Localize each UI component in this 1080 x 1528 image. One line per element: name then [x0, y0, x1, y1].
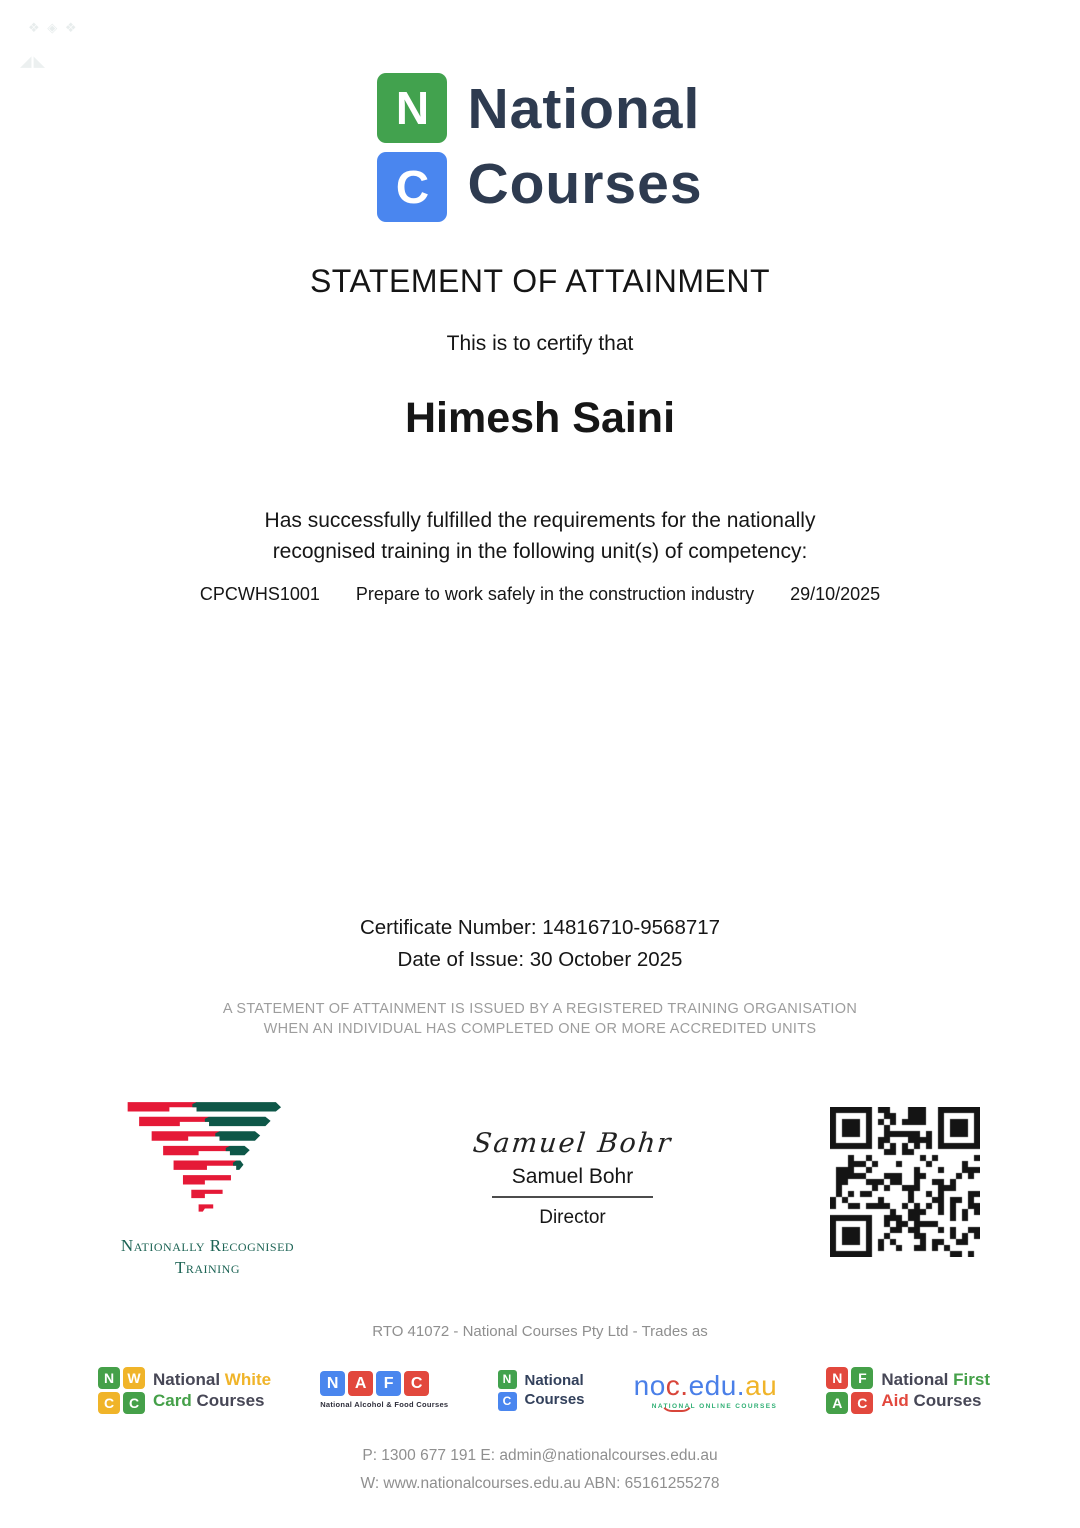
national-white-card-courses-logo: [98, 1367, 271, 1414]
nafc-caption: National Alcohol & Food Courses: [320, 1400, 449, 1409]
nfac-tile-a: A: [826, 1392, 848, 1414]
nwcc-tile-c2: C: [123, 1392, 145, 1414]
noc-part-au: au: [745, 1370, 778, 1401]
signatory-title: Director: [539, 1207, 606, 1228]
logo-wordmark: [467, 72, 702, 222]
nfac-tiles-icon: [826, 1367, 873, 1414]
nwcc-tiles-icon: [98, 1367, 145, 1414]
nfac-word-aid: Aid: [881, 1391, 909, 1410]
watermark-triangle-icon: ◢◣: [20, 53, 48, 70]
watermark-diamonds-icon: ❖ ◈ ❖: [28, 20, 79, 35]
attainment-disclaimer: [0, 999, 1080, 1039]
unit-code: CPCWHS1001: [199, 584, 320, 604]
unit-row: [0, 584, 1080, 605]
qr-code: [830, 1107, 980, 1257]
rto-line: RTO 41072 - National Courses Pty Ltd - Trades as: [372, 1323, 708, 1340]
fulfilled-line-1: Has successfully fulfilled the requirements for the nationally: [264, 509, 816, 532]
logo-c-tile-icon: C: [377, 152, 447, 222]
signatory-name: Samuel Bohr: [492, 1159, 653, 1198]
unit-title: Prepare to work safely in the construction industry: [355, 584, 755, 604]
nafc-tile-f: F: [376, 1371, 401, 1396]
national-courses-logo: [0, 72, 1080, 222]
fulfilled-paragraph: [0, 505, 1080, 567]
noc-smile-icon: [660, 1400, 694, 1412]
nrt-caption-line-2: Training: [174, 1258, 241, 1277]
certificate-number: Certificate Number: 14816710-9568717: [359, 916, 721, 939]
nc-word-national: National: [524, 1372, 584, 1389]
nafc-tile-c: C: [404, 1371, 429, 1396]
nc-tiles-icon: [498, 1370, 517, 1411]
footer-logos-row: [98, 1360, 990, 1420]
nwcc-tile-n: N: [98, 1367, 120, 1389]
nc-word-courses: Courses: [524, 1391, 585, 1408]
logo-word-courses: Courses: [467, 152, 703, 216]
nc-tile-n: N: [498, 1370, 517, 1389]
nfac-tile-c: C: [851, 1392, 873, 1414]
unit-date: 29/10/2025: [790, 584, 881, 604]
nrt-caption-line-1: Nationally Recognised: [120, 1236, 295, 1255]
noc-wordmark: [634, 1370, 778, 1402]
nafc-tile-n: N: [320, 1371, 345, 1396]
noc-part-no: no: [633, 1370, 666, 1401]
date-of-issue: Date of Issue: 30 October 2025: [397, 948, 683, 971]
statement-heading: STATEMENT OF ATTAINMENT: [309, 263, 771, 299]
recipient-name: Himesh Saini: [404, 394, 676, 442]
nwcc-tile-c1: C: [98, 1392, 120, 1414]
nfac-word-courses: Courses: [913, 1391, 982, 1410]
noc-part-edu: edu.: [688, 1370, 746, 1401]
nwcc-word-courses: Courses: [196, 1391, 265, 1410]
contact-line-phone-email: P: 1300 677 191 E: admin@nationalcourses.edu.au: [362, 1447, 718, 1464]
nfac-wordmark: [881, 1369, 990, 1411]
disclaimer-line-1: A STATEMENT OF ATTAINMENT IS ISSUED BY A REGISTERED TRAINING ORGANISATION: [222, 1001, 858, 1017]
nrt-triangle-icon: [118, 1100, 298, 1220]
contact-line-web-abn: W: www.nationalcourses.edu.au ABN: 65161255278: [360, 1475, 720, 1492]
nafc-tile-a: A: [348, 1371, 373, 1396]
national-alcohol-food-courses-logo: [320, 1371, 448, 1409]
nfac-tile-n: N: [826, 1367, 848, 1389]
signature-block: [438, 1128, 708, 1229]
nwcc-tile-w: W: [123, 1367, 145, 1389]
logo-tiles: [377, 73, 447, 222]
logo-n-tile-icon: N: [377, 73, 447, 143]
noc-edu-au-logo: [634, 1370, 778, 1410]
nfac-tile-f: F: [851, 1367, 873, 1389]
nationally-recognised-training-logo: [100, 1100, 315, 1279]
certificate-details: [0, 912, 1080, 976]
nc-wordmark: [525, 1371, 585, 1409]
nwcc-wordmark: [153, 1369, 271, 1411]
nwcc-word-card: Card: [153, 1391, 192, 1410]
nfac-word-national: National: [881, 1370, 949, 1389]
nwcc-word-white: White: [224, 1370, 272, 1389]
nc-tile-c: C: [498, 1392, 517, 1411]
national-courses-small-logo: [498, 1370, 585, 1411]
nwcc-word-national: National: [153, 1370, 221, 1389]
disclaimer-line-2: WHEN AN INDIVIDUAL HAS COMPLETED ONE OR MORE ACCREDITED UNITS: [263, 1021, 817, 1037]
noc-caption: NATIONAL ONLINE COURSES: [651, 1403, 778, 1410]
national-first-aid-courses-logo: [826, 1367, 990, 1414]
logo-word-national: National: [467, 77, 701, 141]
signature-script: Samuel Bohr: [471, 1128, 674, 1159]
bottom-row: [100, 1100, 980, 1279]
nafc-tiles-icon: [320, 1371, 429, 1396]
nfac-word-first: First: [953, 1370, 990, 1389]
noc-part-c: c.: [665, 1370, 689, 1401]
certify-line: This is to certify that: [446, 332, 634, 355]
fulfilled-line-2: recognised training in the following unit(s) of competency:: [272, 540, 808, 563]
nrt-caption: [100, 1235, 315, 1279]
